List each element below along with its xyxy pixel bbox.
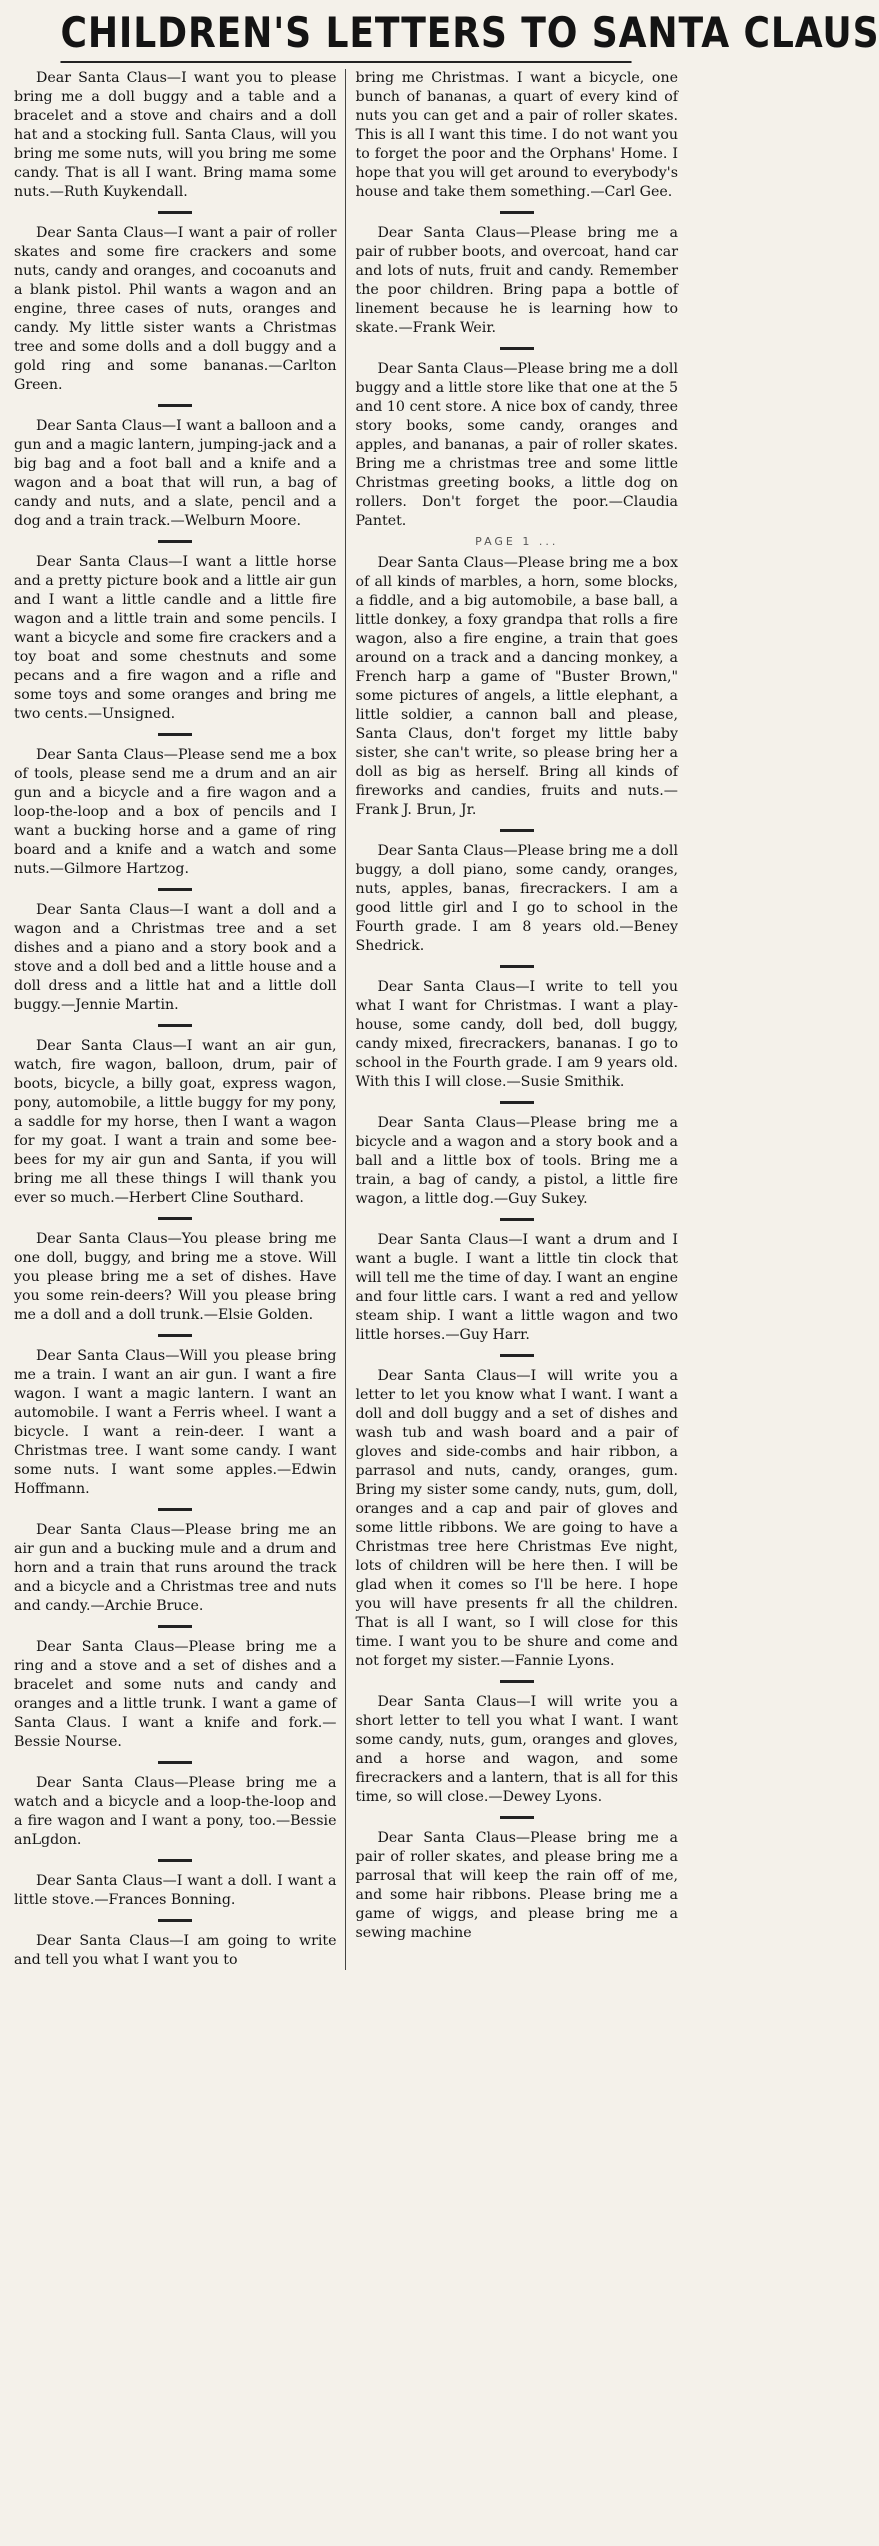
column-rule [158,1761,192,1764]
letter-langdon: Dear Santa Claus—Please bring me a watch and a bicycle and a loop-the-loop and a fire wagon and I want a pony, too.—Bessie anLgdon. [14,1775,337,1848]
left-column [14,69,346,1970]
letter-hartzog: Dear Santa Claus—Please send me a box of tools, please send me a drum and an air gun and a bicycle and a fire wagon and a loop-the-loop and a box of pencils and I want a bucking horse and a game of ring board and a knife and a watch and some nuts.—Gilmore Hartzog. [14,747,337,877]
letter-bruce: Dear Santa Claus—Please bring me an air gun and a bucking mule and a drum and horn and a train that runs around the track and a bicycle and a Christmas tree and nuts and candy.—Archie Bruce. [14,1522,337,1614]
letter-gee-start: Dear Santa Claus—I am going to write and tell you what I want you to [14,1933,337,1968]
column-rule [158,404,192,407]
letter-martin: Dear Santa Claus—I want a doll and a wagon and a Christmas tree and a set dishes and a piano and a story book and a stove and a doll bed and a little house and a doll dress and a little hat and a little doll buggy.—Jennie Martin. [14,902,337,1013]
letter-sukey: Dear Santa Claus—Please bring me a bicycle and a wagon and a story book and a ball and a little box of tools. Bring me a train, a bag of candy, a pistol, a little fire wagon, a little dog.—Guy Sukey. [355,1115,678,1207]
letter-roller-skates: Dear Santa Claus—Please bring me a pair of roller skates, and please bring me a parrosal that will keep the rain off of me, and some hair ribbons. Please bring me a game of wiggs, and please bring me a sewing machine [355,1830,678,1941]
column-rule [500,1680,534,1683]
letter-unsigned: Dear Santa Claus—I want a little horse and a pretty picture book and a little air gun and I want a little candle and a little fire wagon and a little train and some pencils. I want a bicycle and some fire crackers and a toy boat and some chestnuts and some pecans and a fire wagon and a rifle and some toys and some oranges and bring me two cents.—Unsigned. [14,554,337,722]
column-rule [158,1508,192,1511]
letter-fannie-lyons: Dear Santa Claus—I will write you a letter to let you know what I want. I want a doll and doll buggy and a set of dishes and wash tub and wash board and a pair of gloves and side-combs and hair ribbon, a parrasol and nuts, candy, oranges, gum. Bring my sister some candy, nuts, gum, doll, oranges and a cap and pair of gloves and some little ribbons. We are going to have a Christmas tree here Christmas Eve night, lots of children will be here then. I will be glad when it comes so I'll be here. I hope you will have presents fr all the children. That is all I want, so I will close for this time. I want you to be shure and come and not forget my sister.—Fannie Lyons. [355,1368,678,1669]
right-column [356,69,679,1970]
column-rule [500,829,534,832]
letter-weir: Dear Santa Claus—Please bring me a pair of rubber boots, and overcoat, hand car and lots of nuts, fruit and candy. Remember the poor children. Bring papa a bottle of linement because he is learning how to skate.—Frank Weir. [355,225,678,336]
column-rule [500,211,534,214]
column-rule [158,1217,192,1220]
column-rule [500,1101,534,1104]
continued-label: PAGE 1 ... [475,535,559,548]
column-rule [158,1625,192,1628]
column-rule [158,888,192,891]
letter-kuykendall: Dear Santa Claus—I want you to please bring me a doll buggy and a table and a bracelet and a stove and chairs and a doll hat and a stocking full. Santa Claus, will you bring me some nuts, will you bring me some candy. That is all I want. Bring mama some nuts.—Ruth Kuykendall. [14,70,337,200]
letter-pantet: Dear Santa Claus—Please bring me a doll buggy and a little store like that one at the 5 and 10 cent store. A nice box of candy, three story books, some candy, oranges and apples, and bananas, a pair of roller skates. Bring me a christmas tree and some little Christmas greeting books, a little dog on rollers. Don't forget the poor.—Claudia Pantet. [355,361,678,529]
letter-brun: Dear Santa Claus—Please bring me a box of all kinds of marbles, a horn, some blocks, a fiddle, and a big automobile, a base ball, a little donkey, a foxy grandpa that rolls a fire wagon, also a fire engine, a train that goes around on a track and a dancing monkey, a French harp a game of "Buster Brown," some pictures of angels, a little elephant, a little soldier, a cannon ball and please, Santa Claus, don't forget my little baby sister, she can't write, so please bring her a doll as big as herself. Bring all kinds of fireworks and candies, fruits and nuts.—Frank J. Brun, Jr. [355,555,678,818]
letter-hoffmann: Dear Santa Claus—Will you please bring me a train. I want an air gun. I want a fire wagon. I want a magic lantern. I want an automobile. I want a Ferris wheel. I want a bicycle. I want a rein-deer. I want a Christmas tree. I want some candy. I want some nuts. I want some apples.—Edwin Hoffmann. [14,1348,337,1497]
column-rule [500,1218,534,1221]
letter-moore: Dear Santa Claus—I want a balloon and a gun and a magic lantern, jumping-jack and a big bag and a foot ball and a knife and a wagon and a boat that will run, a bag of candy and nuts, and a slate, pencil and a dog and a train track.—Welburn Moore. [14,418,337,529]
headline: CHILDREN'S LETTERS TO SANTA CLAUS [60,8,631,63]
column-rule [158,1024,192,1027]
letter-bonning: Dear Santa Claus—I want a doll. I want a little stove.—Frances Bonning. [14,1873,337,1908]
column-rule [158,540,192,543]
letter-southard: Dear Santa Claus—I want an air gun, watch, fire wagon, balloon, drum, pair of boots, bicycle, a billy goat, express wagon, pony, automobile, a little buggy for my pony, a saddle for my horse, then I want a wagon for my goat. I want a train and some bee-bees for my air gun and Santa, if you will bring me all these things I will thank you ever so much.—Herbert Cline Southard. [14,1038,337,1206]
letter-shedrick: Dear Santa Claus—Please bring me a doll buggy, a doll piano, some candy, oranges, nuts, apples, banas, firecrackers. I am a good little girl and I go to school in the Fourth grade. I am 8 years old.—Beney Shedrick. [355,843,678,954]
letter-gee-end: bring me Christmas. I want a bicycle, one bunch of bananas, a quart of every kind of nuts you can get and a pair of roller skates. This is all I want this time. I do not want you to forget the poor and the Orphans' Home. I hope that you will get around to everybody's house and take them something.—Carl Gee. [355,70,678,200]
column-rule [500,965,534,968]
letter-dewey-lyons: Dear Santa Claus—I will write you a short letter to tell you what I want. I want some candy, nuts, gum, oranges and gloves, and a horse and wagon, and some firecrackers and a lantern, that is all for this time, so will close.—Dewey Lyons. [355,1694,678,1805]
columns [14,69,678,1970]
column-rule [158,733,192,736]
column-rule [500,1354,534,1357]
letter-green: Dear Santa Claus—I want a pair of roller skates and some fire crackers and some nuts, candy and oranges, and cocoanuts and a blank pistol. Phil wants a wagon and an engine, three cases of nuts, oranges and candy. My little sister wants a Christmas tree and some dolls and a doll buggy and a gold ring and some bananas.—Carlton Green. [14,225,337,393]
column-rule [500,1816,534,1819]
column-rule [158,1334,192,1337]
letter-smithik: Dear Santa Claus—I write to tell you what I want for Christmas. I want a play-house, some candy, doll bed, doll buggy, candy mixed, firecrackers, bananas. I go to school in the Fourth grade. I am 9 years old. With this I will close.—Susie Smithik. [355,979,678,1090]
column-rule [158,1859,192,1862]
letter-nourse: Dear Santa Claus—Please bring me a ring and a stove and a set of dishes and a bracelet and some nuts and candy and oranges and a little trunk. I want a game of Santa Claus. I want a knife and fork.—Bessie Nourse. [14,1639,337,1750]
column-rule [158,211,192,214]
letter-harr: Dear Santa Claus—I want a drum and I want a bugle. I want a little tin clock that will tell me the time of day. I want an engine and four little cars. I want a red and yellow steam ship. I want a little wagon and two little horses.—Guy Harr. [355,1232,678,1343]
column-rule [500,347,534,350]
letter-golden: Dear Santa Claus—You please bring me one doll, buggy, and bring me a stove. Will you please bring me a set of dishes. Have you some rein-deers? Will you please bring me a doll and a doll trunk.—Elsie Golden. [14,1231,337,1323]
column-rule [158,1919,192,1922]
